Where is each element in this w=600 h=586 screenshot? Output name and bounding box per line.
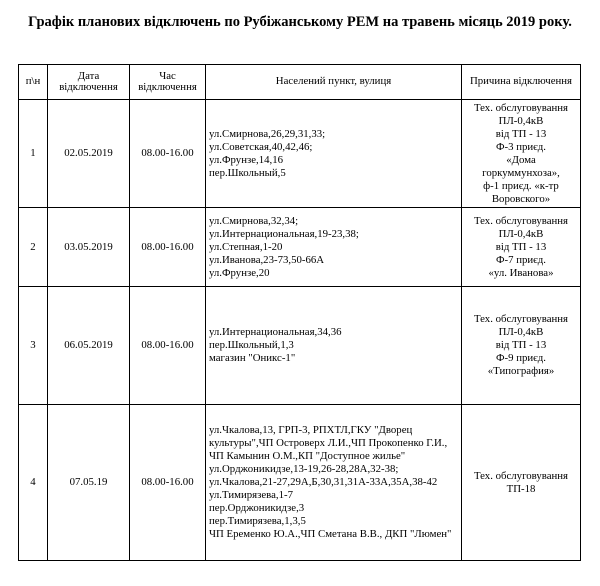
- reason-line: горкуммунхоза»,: [482, 166, 560, 179]
- street-line: ЧП Камынин О.М.,КП "Доступное жилье": [209, 450, 406, 462]
- reason-line: Тех. обслуговування: [473, 313, 569, 325]
- row-time: 08.00-16.00: [130, 208, 206, 287]
- reason-line: від ТП - 13: [495, 240, 547, 253]
- row-num: 4: [19, 405, 48, 561]
- row-streets: [206, 208, 462, 287]
- street-line: ул.Интернациональная,34,36: [209, 326, 342, 338]
- street-line: ул.Чкалова,13, ГРП-3, РПХТЛ,ГКУ "Дворец культуры",ЧП Островерх Л.И.,ЧП Прокопенко Г.И.,: [209, 424, 448, 449]
- reason-line: ПЛ-0,4кВ: [498, 227, 544, 240]
- reason-line: Ф-7 приєд.: [495, 253, 546, 266]
- header-reason: Причина відключення: [462, 65, 581, 100]
- street-line: ул.Советская,40,42,46;: [209, 140, 313, 153]
- header-place: Населений пункт, вулиця: [206, 65, 462, 100]
- header-date: Дата відключення: [48, 65, 130, 100]
- table-row: [19, 208, 581, 287]
- row-num: 1: [19, 100, 48, 208]
- reason-line: «Типография»: [487, 365, 555, 377]
- street-line: ул.Смирнова,26,29,31,33;: [209, 127, 326, 140]
- row-streets: [206, 100, 462, 208]
- reason-line: Тех. обслуговування: [473, 469, 569, 482]
- row-time: 08.00-16.00: [130, 405, 206, 561]
- street-line: пер.Орджоникидзе,3: [209, 502, 305, 514]
- reason-line: ПЛ-0,4кВ: [498, 114, 544, 127]
- reason-line: Тех. обслуговування: [473, 101, 569, 114]
- street-line: ул.Смирнова,32,34;: [209, 214, 299, 227]
- street-line: пер.Школьный,1,3: [209, 339, 294, 351]
- reason-line: від ТП - 13: [495, 339, 547, 351]
- row-num: 3: [19, 287, 48, 405]
- row-reason: [462, 405, 581, 561]
- street-line: ул.Чкалова,21-27,29А,Б,30,31,31А-33А,35А,38-42: [209, 476, 438, 488]
- row-date: 06.05.2019: [48, 287, 130, 405]
- row-date: 03.05.2019: [48, 208, 130, 287]
- street-line: ул.Интернациональная,19-23,38;: [209, 227, 359, 240]
- row-num: 2: [19, 208, 48, 287]
- reason-line: Ф-3 приєд.: [495, 140, 546, 153]
- row-reason: [462, 287, 581, 405]
- street-line: ул.Фрунзе,14,16: [209, 153, 284, 166]
- row-time: 08.00-16.00: [130, 287, 206, 405]
- header-time: Час відключення: [130, 65, 206, 100]
- row-date: 07.05.19: [48, 405, 130, 561]
- street-line: ул.Иванова,23-73,50-66А: [209, 253, 325, 266]
- row-reason: [462, 208, 581, 287]
- table-row: [19, 405, 581, 561]
- table-row: [19, 287, 581, 405]
- row-reason: [462, 100, 581, 208]
- street-line: магазин "Оникс-1": [209, 352, 296, 364]
- reason-line: «Дома: [506, 153, 536, 166]
- street-line: пер.Школьный,5: [209, 166, 286, 179]
- row-date: 02.05.2019: [48, 100, 130, 208]
- page-title: Графік планових відключень по Рубіжанському РЕМ на травень місяць 2019 року.: [28, 14, 572, 30]
- row-time: 08.00-16.00: [130, 100, 206, 208]
- reason-line: Воровского»: [491, 192, 551, 205]
- reason-line: «ул. Иванова»: [488, 266, 554, 279]
- street-line: ЧП Еременко Ю.А.,ЧП Сметана В.В., ДКП "Люмен": [209, 528, 452, 540]
- header-num: п\н: [19, 65, 48, 100]
- outage-schedule-table: [18, 64, 581, 561]
- reason-line: від ТП - 13: [495, 127, 547, 140]
- reason-line: ТП-18: [506, 482, 536, 495]
- row-streets: [206, 287, 462, 405]
- street-line: ул.Фрунзе,20: [209, 266, 270, 279]
- reason-line: Ф-9 приєд.: [495, 352, 546, 364]
- street-line: ул.Орджоникидзе,13-19,26-28,28А,32-38;: [209, 463, 399, 475]
- street-line: ул.Тимирязева,1-7: [209, 489, 293, 501]
- reason-line: ПЛ-0,4кВ: [498, 326, 544, 338]
- reason-line: Тех. обслуговування: [473, 214, 569, 227]
- table-row: [19, 100, 581, 208]
- street-line: пер.Тимирязева,1,3,5: [209, 515, 306, 527]
- header-row: [19, 65, 581, 100]
- row-streets: [206, 405, 462, 561]
- street-line: ул.Степная,1-20: [209, 240, 283, 253]
- reason-line: ф-1 приєд. «к-тр: [483, 179, 559, 192]
